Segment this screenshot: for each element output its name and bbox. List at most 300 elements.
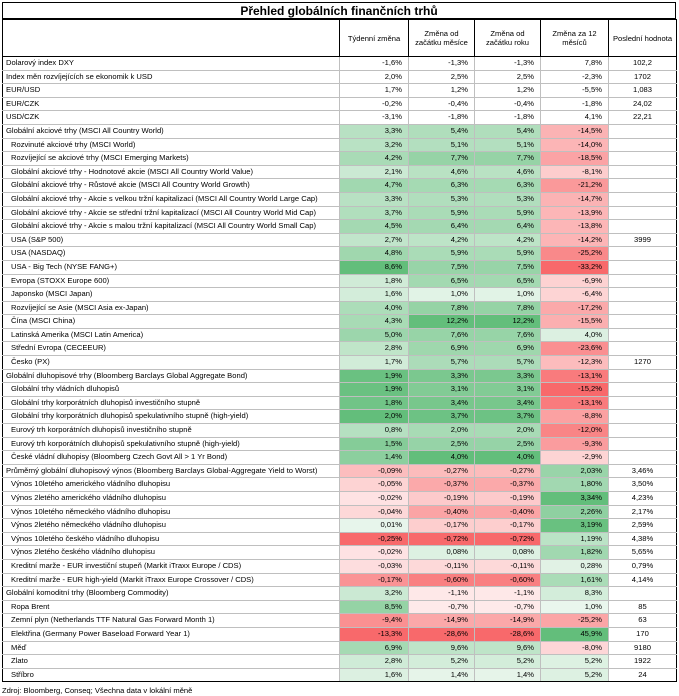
last-value-cell — [609, 124, 677, 138]
value-cell: -1,3% — [409, 57, 475, 71]
value-cell: -28,6% — [409, 627, 475, 641]
last-value-cell — [609, 424, 677, 438]
value-cell: 1,80% — [541, 478, 609, 492]
value-cell: 1,8% — [340, 396, 409, 410]
table-row — [3, 627, 677, 641]
value-cell: 3,1% — [475, 383, 541, 397]
table-row — [3, 233, 677, 247]
value-cell: -15,5% — [541, 315, 609, 329]
last-value-cell: 1270 — [609, 356, 677, 370]
value-cell: 2,26% — [541, 505, 609, 519]
value-cell: -0,4% — [475, 97, 541, 111]
last-value-cell — [609, 396, 677, 410]
table-row — [3, 437, 677, 451]
value-cell: 1,4% — [475, 668, 541, 682]
table-row — [3, 124, 677, 138]
table-row — [3, 111, 677, 125]
table-row — [3, 546, 677, 560]
value-cell: -9,4% — [340, 614, 409, 628]
value-cell: 1,0% — [541, 600, 609, 614]
row-label: Elektřina (Germany Power Baseload Forward Year 1) — [3, 627, 340, 641]
table-row — [3, 464, 677, 478]
value-cell: 6,9% — [340, 641, 409, 655]
value-cell: -1,8% — [541, 97, 609, 111]
value-cell: 5,3% — [475, 192, 541, 206]
value-cell: -0,2% — [340, 97, 409, 111]
header-mtd: Změna od začátku měsíce — [409, 20, 475, 57]
last-value-cell — [609, 274, 677, 288]
value-cell: -8,0% — [541, 641, 609, 655]
value-cell: 4,0% — [409, 451, 475, 465]
table-row — [3, 641, 677, 655]
row-label: Čína (MSCI China) — [3, 315, 340, 329]
value-cell: 1,4% — [340, 451, 409, 465]
value-cell: 2,7% — [340, 233, 409, 247]
value-cell: -14,0% — [541, 138, 609, 152]
value-cell: 7,8% — [475, 301, 541, 315]
table-row — [3, 342, 677, 356]
last-value-cell — [609, 315, 677, 329]
value-cell: -6,9% — [541, 274, 609, 288]
value-cell: 5,7% — [409, 356, 475, 370]
value-cell: -14,2% — [541, 233, 609, 247]
value-cell: 4,6% — [475, 165, 541, 179]
source-note: Zdroj: Bloomberg, Conseq; Všechna data v lokální měně — [2, 686, 193, 696]
value-cell: -0,11% — [409, 559, 475, 573]
value-cell: 5,3% — [409, 192, 475, 206]
last-value-cell: 4,14% — [609, 573, 677, 587]
value-cell: 1,8% — [340, 274, 409, 288]
value-cell: 3,19% — [541, 519, 609, 533]
table-row — [3, 328, 677, 342]
table-row — [3, 655, 677, 669]
value-cell: 6,4% — [475, 220, 541, 234]
value-cell: 2,5% — [475, 70, 541, 84]
last-value-cell: 102,2 — [609, 57, 677, 71]
value-cell: -0,05% — [340, 478, 409, 492]
value-cell: -3,1% — [340, 111, 409, 125]
value-cell: -0,4% — [409, 97, 475, 111]
value-cell: 1,19% — [541, 532, 609, 546]
last-value-cell: 2,59% — [609, 519, 677, 533]
last-value-cell — [609, 179, 677, 193]
last-value-cell — [609, 301, 677, 315]
value-cell: 1,2% — [409, 84, 475, 98]
row-label: EUR/USD — [3, 84, 340, 98]
last-value-cell — [609, 587, 677, 601]
row-label: Globální akciové trhy - Akcie se střední tržní kapitalizací (MSCI All Country World Mid Cap) — [3, 206, 340, 220]
table-row — [3, 492, 677, 506]
value-cell: -0,40% — [475, 505, 541, 519]
table-row — [3, 356, 677, 370]
value-cell: 7,6% — [475, 328, 541, 342]
table-row — [3, 288, 677, 302]
table-row — [3, 383, 677, 397]
table-row — [3, 247, 677, 261]
value-cell: 45,9% — [541, 627, 609, 641]
value-cell: -0,25% — [340, 532, 409, 546]
table-row — [3, 478, 677, 492]
value-cell: -15,2% — [541, 383, 609, 397]
row-label: Výnos 2letého německého vládního dluhopisu — [3, 519, 340, 533]
value-cell: 3,7% — [475, 410, 541, 424]
value-cell: 1,5% — [340, 437, 409, 451]
last-value-cell: 24,02 — [609, 97, 677, 111]
value-cell: 1,4% — [409, 668, 475, 682]
value-cell: 5,2% — [409, 655, 475, 669]
value-cell: -9,3% — [541, 437, 609, 451]
value-cell: -0,7% — [475, 600, 541, 614]
value-cell: 0,08% — [475, 546, 541, 560]
value-cell: -1,8% — [475, 111, 541, 125]
value-cell: -0,17% — [475, 519, 541, 533]
last-value-cell — [609, 206, 677, 220]
value-cell: -2,3% — [541, 70, 609, 84]
table-row — [3, 451, 677, 465]
last-value-cell — [609, 220, 677, 234]
value-cell: 3,3% — [340, 124, 409, 138]
value-cell: -0,02% — [340, 546, 409, 560]
value-cell: 8,3% — [541, 587, 609, 601]
table-row — [3, 505, 677, 519]
value-cell: 1,7% — [340, 84, 409, 98]
value-cell: 6,5% — [475, 274, 541, 288]
value-cell: 7,7% — [475, 152, 541, 166]
last-value-cell: 85 — [609, 600, 677, 614]
value-cell: 3,3% — [409, 369, 475, 383]
value-cell: 6,3% — [475, 179, 541, 193]
value-cell: 3,4% — [409, 396, 475, 410]
value-cell: 3,7% — [409, 410, 475, 424]
header-ytd: Změna od začátku roku — [475, 20, 541, 57]
table-row — [3, 369, 677, 383]
value-cell: 5,2% — [475, 655, 541, 669]
row-label: Globální komoditní trhy (Bloomberg Commodity) — [3, 587, 340, 601]
value-cell: 5,2% — [541, 668, 609, 682]
table-row — [3, 220, 677, 234]
value-cell: 0,08% — [409, 546, 475, 560]
value-cell: -0,03% — [340, 559, 409, 573]
last-value-cell — [609, 437, 677, 451]
value-cell: -25,2% — [541, 247, 609, 261]
table-row — [3, 573, 677, 587]
row-label: Globální akciové trhy - Akcie s velkou tržní kapitalizací (MSCI All Country World Large Cap) — [3, 192, 340, 206]
value-cell: 3,3% — [340, 192, 409, 206]
value-cell: 4,2% — [409, 233, 475, 247]
row-label: Zemní plyn (Netherlands TTF Natural Gas Forward Month 1) — [3, 614, 340, 628]
table-row — [3, 668, 677, 682]
value-cell: -13,8% — [541, 220, 609, 234]
table-row — [3, 559, 677, 573]
last-value-cell — [609, 260, 677, 274]
value-cell: 3,1% — [409, 383, 475, 397]
value-cell: 3,34% — [541, 492, 609, 506]
last-value-cell — [609, 342, 677, 356]
value-cell: -14,9% — [475, 614, 541, 628]
last-value-cell: 3,50% — [609, 478, 677, 492]
table-row — [3, 532, 677, 546]
value-cell: 5,4% — [475, 124, 541, 138]
value-cell: -0,27% — [475, 464, 541, 478]
row-label: USD/CZK — [3, 111, 340, 125]
value-cell: 3,2% — [340, 138, 409, 152]
row-label: Česko (PX) — [3, 356, 340, 370]
value-cell: -14,7% — [541, 192, 609, 206]
table-row — [3, 192, 677, 206]
value-cell: 4,0% — [541, 328, 609, 342]
value-cell: 4,3% — [340, 315, 409, 329]
value-cell: 0,8% — [340, 424, 409, 438]
last-value-cell — [609, 328, 677, 342]
row-label: Rozvíjející se Asie (MSCI Asia ex-Japan) — [3, 301, 340, 315]
value-cell: 2,0% — [340, 70, 409, 84]
table-row — [3, 57, 677, 71]
value-cell: -5,5% — [541, 84, 609, 98]
row-label: Globální trhy korporátních dluhopisů spekulativního stupně (high-yield) — [3, 410, 340, 424]
row-label: Globální akciové trhy (MSCI All Country World) — [3, 124, 340, 138]
value-cell: -0,17% — [409, 519, 475, 533]
row-label: Rozvíjející se akciové trhy (MSCI Emerging Markets) — [3, 152, 340, 166]
value-cell: 6,3% — [409, 179, 475, 193]
value-cell: -2,9% — [541, 451, 609, 465]
table-row — [3, 138, 677, 152]
value-cell: 3,4% — [475, 396, 541, 410]
row-label: Eurový trh korporátních dluhopisů spekulativního stupně (high-yield) — [3, 437, 340, 451]
row-label: Dolarový index DXY — [3, 57, 340, 71]
value-cell: 5,7% — [475, 356, 541, 370]
value-cell: -1,8% — [409, 111, 475, 125]
row-label: Ropa Brent — [3, 600, 340, 614]
value-cell: 0,01% — [340, 519, 409, 533]
value-cell: -13,3% — [340, 627, 409, 641]
value-cell: 7,8% — [409, 301, 475, 315]
table-row — [3, 519, 677, 533]
value-cell: 1,0% — [475, 288, 541, 302]
row-label: České vládní dluhopisy (Bloomberg Czech Govt All > 1 Yr Bond) — [3, 451, 340, 465]
value-cell: -12,0% — [541, 424, 609, 438]
table-row — [3, 315, 677, 329]
row-label: Výnos 2letého českého vládního dluhopisu — [3, 546, 340, 560]
value-cell: 2,5% — [409, 437, 475, 451]
value-cell: -21,2% — [541, 179, 609, 193]
value-cell: 7,6% — [409, 328, 475, 342]
row-label: Globální dluhopisové trhy (Bloomberg Barclays Global Aggregate Bond) — [3, 369, 340, 383]
row-label: Globální akciové trhy - Akcie s malou tržní kapitalizací (MSCI All Country World Small Cap) — [3, 220, 340, 234]
value-cell: 5,9% — [475, 206, 541, 220]
value-cell: 4,2% — [475, 233, 541, 247]
value-cell: -1,6% — [340, 57, 409, 71]
last-value-cell: 24 — [609, 668, 677, 682]
value-cell: -0,11% — [475, 559, 541, 573]
value-cell: 5,1% — [475, 138, 541, 152]
value-cell: 4,6% — [409, 165, 475, 179]
value-cell: 1,61% — [541, 573, 609, 587]
value-cell: 2,0% — [340, 410, 409, 424]
row-label: Index měn rozvíjejících se ekonomik k USD — [3, 70, 340, 84]
value-cell: 5,0% — [340, 328, 409, 342]
row-label: Evropa (STOXX Europe 600) — [3, 274, 340, 288]
value-cell: 4,8% — [340, 247, 409, 261]
value-cell: -0,19% — [475, 492, 541, 506]
value-cell: 9,6% — [409, 641, 475, 655]
value-cell: 2,0% — [475, 424, 541, 438]
value-cell: 3,3% — [475, 369, 541, 383]
value-cell: 4,0% — [475, 451, 541, 465]
value-cell: -0,72% — [475, 532, 541, 546]
table-row — [3, 84, 677, 98]
table-row — [3, 152, 677, 166]
row-label: USA (NASDAQ) — [3, 247, 340, 261]
value-cell: 7,5% — [475, 260, 541, 274]
value-cell: 1,82% — [541, 546, 609, 560]
table-row — [3, 396, 677, 410]
table-row — [3, 614, 677, 628]
value-cell: -0,37% — [409, 478, 475, 492]
value-cell: 2,5% — [475, 437, 541, 451]
value-cell: 7,7% — [409, 152, 475, 166]
value-cell: 5,2% — [541, 655, 609, 669]
value-cell: 6,4% — [409, 220, 475, 234]
last-value-cell: 2,17% — [609, 505, 677, 519]
table-row — [3, 587, 677, 601]
row-label: Výnos 10letého německého vládního dluhopisu — [3, 505, 340, 519]
value-cell: -0,60% — [409, 573, 475, 587]
row-label: Kreditní marže - EUR high-yield (Markit iTraxx Europe Crossover / CDS) — [3, 573, 340, 587]
row-label: USA - Big Tech (NYSE FANG+) — [3, 260, 340, 274]
value-cell: -0,02% — [340, 492, 409, 506]
header-weekly: Týdenní změna — [340, 20, 409, 57]
value-cell: -0,40% — [409, 505, 475, 519]
value-cell: 4,7% — [340, 179, 409, 193]
value-cell: 2,8% — [340, 342, 409, 356]
row-label: USA (S&P 500) — [3, 233, 340, 247]
row-label: Rozvinuté akciové trhy (MSCI World) — [3, 138, 340, 152]
row-label: Výnos 10letého českého vládního dluhopisu — [3, 532, 340, 546]
value-cell: 1,6% — [340, 288, 409, 302]
value-cell: 0,28% — [541, 559, 609, 573]
value-cell: -25,2% — [541, 614, 609, 628]
value-cell: -0,72% — [409, 532, 475, 546]
last-value-cell: 9180 — [609, 641, 677, 655]
last-value-cell: 3999 — [609, 233, 677, 247]
value-cell: -1,3% — [475, 57, 541, 71]
value-cell: -0,7% — [409, 600, 475, 614]
table-row — [3, 424, 677, 438]
last-value-cell — [609, 138, 677, 152]
table-row — [3, 70, 677, 84]
value-cell: 3,7% — [340, 206, 409, 220]
header-last: Poslední hodnota — [609, 20, 677, 57]
value-cell: 2,0% — [409, 424, 475, 438]
last-value-cell — [609, 288, 677, 302]
value-cell: 1,6% — [340, 668, 409, 682]
last-value-cell: 22,21 — [609, 111, 677, 125]
last-value-cell — [609, 451, 677, 465]
row-label: Výnos 2letého amerického vládního dluhopisu — [3, 492, 340, 506]
last-value-cell — [609, 369, 677, 383]
table-row — [3, 97, 677, 111]
value-cell: 6,5% — [409, 274, 475, 288]
last-value-cell — [609, 192, 677, 206]
row-label: Kreditní marže - EUR investiční stupeň (Markit iTraxx Europe / CDS) — [3, 559, 340, 573]
last-value-cell: 3,46% — [609, 464, 677, 478]
last-value-cell — [609, 165, 677, 179]
value-cell: -8,1% — [541, 165, 609, 179]
value-cell: 1,2% — [475, 84, 541, 98]
value-cell: -12,3% — [541, 356, 609, 370]
value-cell: 9,6% — [475, 641, 541, 655]
row-label: Měď — [3, 641, 340, 655]
value-cell: 4,2% — [340, 152, 409, 166]
row-label: Globální akciové trhy - Hodnotové akcie (MSCI All Country World Value) — [3, 165, 340, 179]
value-cell: -33,2% — [541, 260, 609, 274]
value-cell: -0,19% — [409, 492, 475, 506]
row-label: Průměrný globální dluhopisový výnos (Bloomberg Barclays Global-Aggregate Yield to Worst) — [3, 464, 340, 478]
value-cell: -13,1% — [541, 396, 609, 410]
row-label: Zlato — [3, 655, 340, 669]
value-cell: 4,0% — [340, 301, 409, 315]
value-cell: 2,8% — [340, 655, 409, 669]
value-cell: -28,6% — [475, 627, 541, 641]
header-row — [3, 20, 677, 57]
value-cell: -1,1% — [475, 587, 541, 601]
value-cell: -0,04% — [340, 505, 409, 519]
value-cell: 5,9% — [409, 247, 475, 261]
value-cell: -17,2% — [541, 301, 609, 315]
value-cell: -0,27% — [409, 464, 475, 478]
last-value-cell: 0,79% — [609, 559, 677, 573]
value-cell: -23,6% — [541, 342, 609, 356]
value-cell: -1,1% — [409, 587, 475, 601]
last-value-cell: 1702 — [609, 70, 677, 84]
value-cell: 2,5% — [409, 70, 475, 84]
last-value-cell — [609, 247, 677, 261]
last-value-cell: 170 — [609, 627, 677, 641]
value-cell: -14,9% — [409, 614, 475, 628]
value-cell: -0,09% — [340, 464, 409, 478]
row-label: Latinská Amerika (MSCI Latin America) — [3, 328, 340, 342]
value-cell: 7,5% — [409, 260, 475, 274]
value-cell: 1,9% — [340, 369, 409, 383]
value-cell: 1,7% — [340, 356, 409, 370]
row-label: Výnos 10letého amerického vládního dluhopisu — [3, 478, 340, 492]
table-row — [3, 165, 677, 179]
row-label: Globální trhy vládních dluhopisů — [3, 383, 340, 397]
value-cell: 5,1% — [409, 138, 475, 152]
value-cell: 1,9% — [340, 383, 409, 397]
row-label: Japonsko (MSCI Japan) — [3, 288, 340, 302]
row-label: Stříbro — [3, 668, 340, 682]
value-cell: 12,2% — [475, 315, 541, 329]
market-table — [2, 19, 677, 682]
value-cell: 5,9% — [475, 247, 541, 261]
value-cell: 6,9% — [409, 342, 475, 356]
value-cell: -8,8% — [541, 410, 609, 424]
value-cell: 5,4% — [409, 124, 475, 138]
value-cell: 2,1% — [340, 165, 409, 179]
value-cell: -0,37% — [475, 478, 541, 492]
value-cell: 7,8% — [541, 57, 609, 71]
value-cell: 8,6% — [340, 260, 409, 274]
row-label: Eurový trh korporátních dluhopisů investičního stupně — [3, 424, 340, 438]
value-cell: -6,4% — [541, 288, 609, 302]
table-row — [3, 179, 677, 193]
last-value-cell — [609, 383, 677, 397]
last-value-cell — [609, 152, 677, 166]
table-row — [3, 410, 677, 424]
value-cell: -0,17% — [340, 573, 409, 587]
row-label: Globální akciové trhy - Růstové akcie (MSCI All Country World Growth) — [3, 179, 340, 193]
